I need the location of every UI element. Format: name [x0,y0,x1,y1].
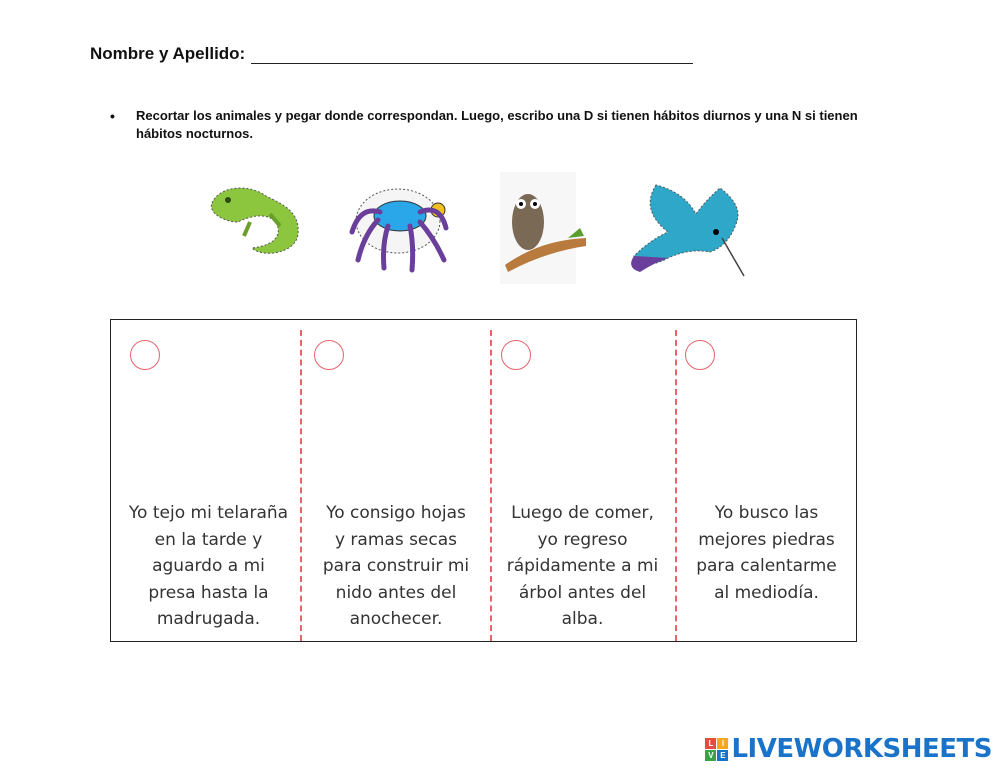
liveworksheets-logo [705,734,992,764]
dashed-divider [300,330,302,641]
answer-circle-4[interactable] [685,340,715,370]
answer-circle-1[interactable] [130,340,160,370]
instructions-text: Recortar los animales y pegar donde correspondan. Luego, escribo una D si tienen hábitos diurnos y una N si tienen hábitos nocturnos. [136,108,858,141]
logo-mark-icon: L I V E [705,738,728,761]
cell-text-1: Yo tejo mi telaraña en la tarde y aguardo a mi presa hasta la madrugada. [128,503,289,629]
lizard-icon[interactable] [211,188,298,253]
cell-text-2: Yo consigo hojas y ramas secas para construir mi nido antes del anochecer. [322,503,470,629]
cell-text-3: Luego de comer, yo regreso rápidamente a mi árbol antes del alba. [506,503,659,629]
hummingbird-icon[interactable] [631,185,744,276]
spider-icon[interactable] [352,189,446,270]
dashed-divider [490,330,492,641]
dashed-divider [675,330,677,641]
cutout-answer-box [110,319,857,642]
cell-text-4: Yo busco las mejores piedras para calentarme al mediodía. [696,503,837,603]
answer-circle-2[interactable] [314,340,344,370]
bullet: • [110,108,115,124]
answer-circle-3[interactable] [501,340,531,370]
animal-cutouts [0,0,1000,300]
owl-icon[interactable] [500,172,586,284]
logo-text: LIVEWORKSHEETS [731,734,992,764]
name-label: Nombre y Apellido: [90,44,246,63]
